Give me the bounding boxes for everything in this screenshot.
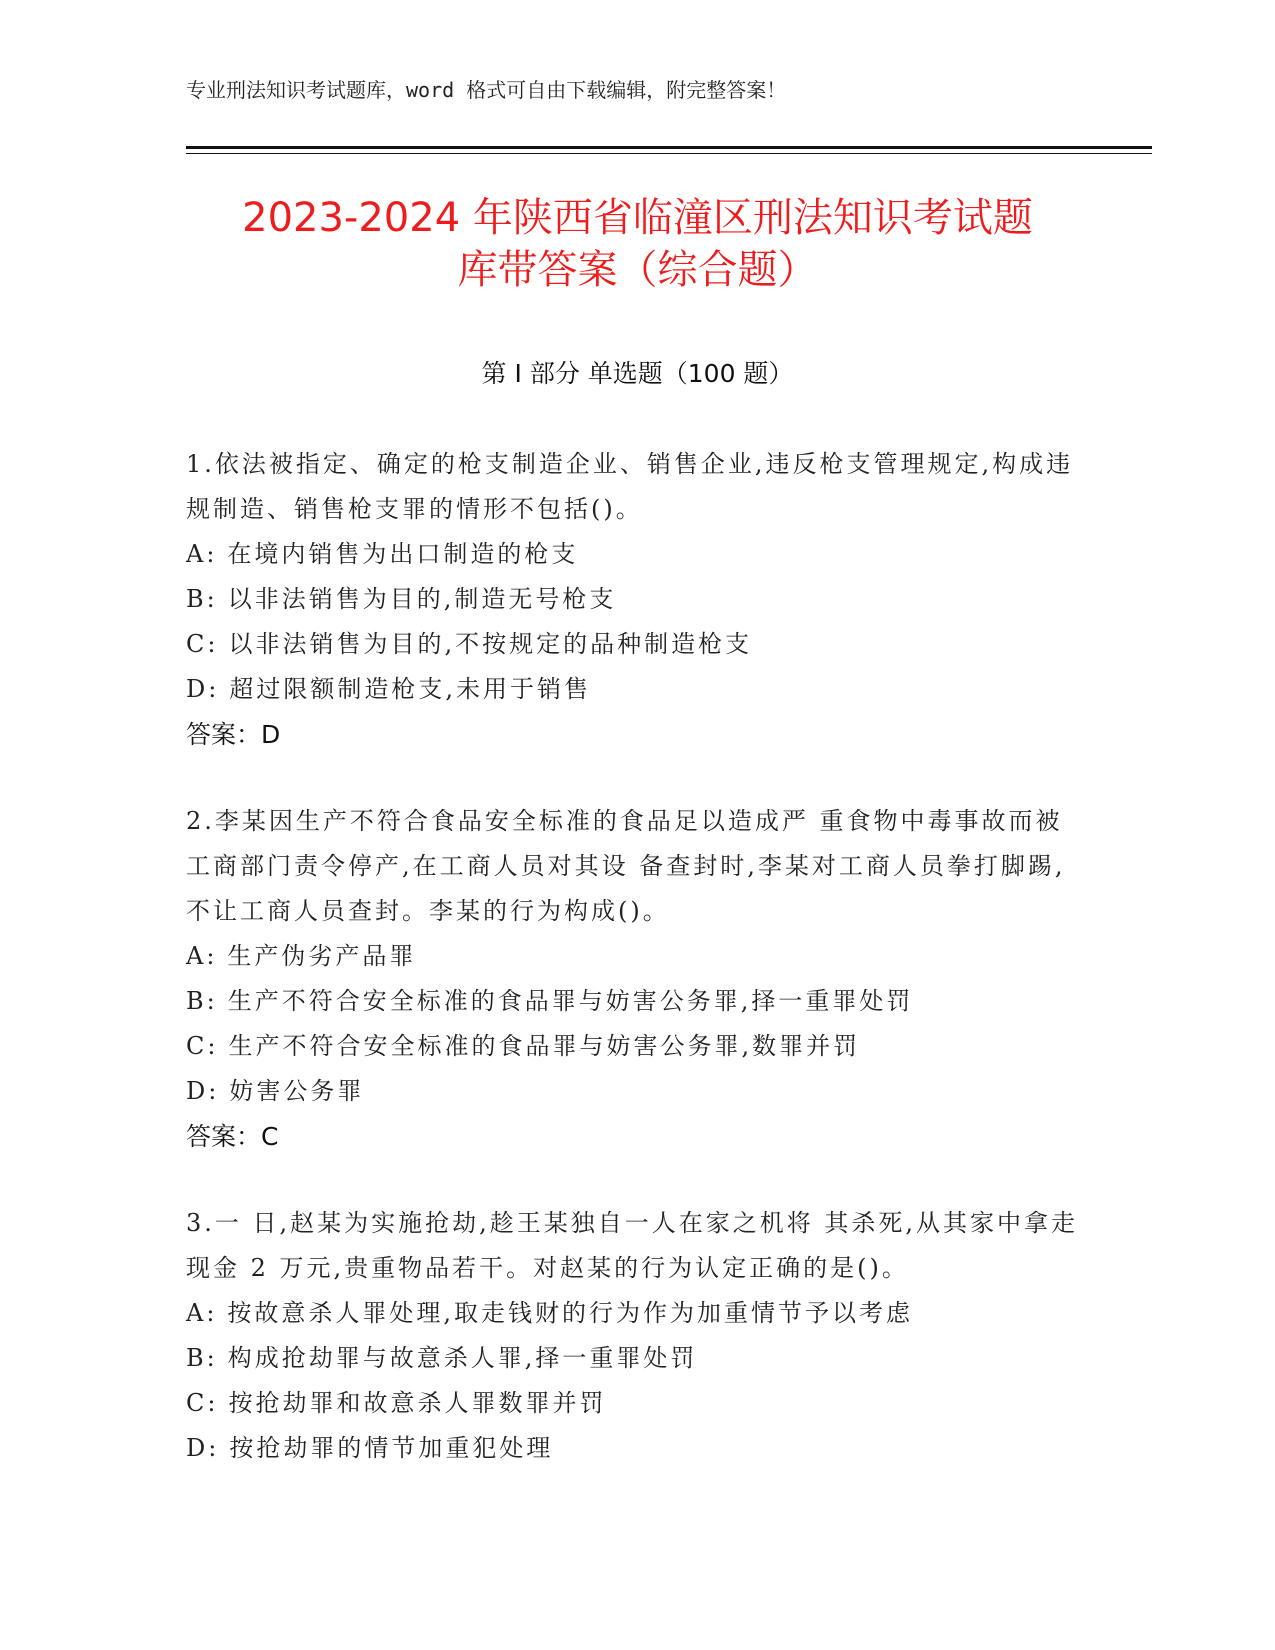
- option-letter: C:: [186, 1389, 219, 1417]
- option-letter: A:: [186, 540, 218, 568]
- option-letter: D:: [186, 675, 220, 703]
- question-2: [186, 799, 1086, 1159]
- option-text: 超过限额制造枪支,未用于销售: [229, 675, 591, 703]
- option-text: 生产不符合安全标准的食品罪与妨害公务罪,数罪并罚: [228, 1032, 861, 1060]
- option-text: 在境内销售为出口制造的枪支: [227, 540, 579, 568]
- option-c: [186, 1024, 1086, 1069]
- option-text: 妨害公务罪: [229, 1077, 365, 1105]
- option-d: [186, 1426, 1086, 1471]
- option-a: [186, 934, 1086, 979]
- option-letter: A:: [186, 1299, 218, 1327]
- option-text: 以非法销售为目的,不按规定的品种制造枪支: [228, 630, 753, 658]
- question-1: [186, 442, 1086, 757]
- title-line-1: 2023-2024 年陕西省临潼区刑法知识考试题: [242, 195, 1033, 241]
- option-c: [186, 622, 1086, 667]
- option-a: [186, 1291, 1086, 1336]
- option-b: [186, 1336, 1086, 1381]
- option-letter: D:: [186, 1077, 220, 1105]
- option-letter: D:: [186, 1434, 220, 1462]
- option-letter: B:: [186, 585, 218, 613]
- question-list: [186, 442, 1086, 1513]
- question-stem: 1.依法被指定、确定的枪支制造企业、销售企业,违反枪支管理规定,构成违规制造、销售枪支罪的情形不包括()。: [186, 450, 1074, 523]
- option-text: 按抢劫罪的情节加重犯处理: [229, 1434, 554, 1462]
- header-rule-thin: [186, 153, 1152, 154]
- question-3: [186, 1201, 1086, 1471]
- option-letter: C:: [186, 630, 219, 658]
- section-title: 第 I 部分 单选题（100 题）: [481, 359, 794, 388]
- option-b: [186, 577, 1086, 622]
- option-text: 以非法销售为目的,制造无号枪支: [227, 585, 617, 613]
- document-title: [120, 192, 1155, 296]
- option-c: [186, 1381, 1086, 1426]
- option-text: 生产伪劣产品罪: [227, 942, 417, 970]
- answer: 答案：C: [186, 1122, 279, 1151]
- option-d: [186, 1069, 1086, 1114]
- question-stem: 3.一 日,赵某为实施抢劫,趁王某独自一人在家之机将 其杀死,从其家中拿走现金 2 万元,贵重物品若干。对赵某的行为认定正确的是()。: [186, 1209, 1079, 1282]
- option-letter: B:: [186, 987, 218, 1015]
- title-line-2: 库带答案（综合题）: [457, 247, 818, 293]
- question-stem: 2.李某因生产不符合食品安全标准的食品足以造成严 重食物中毒事故而被工商部门责令停产,在工商人员对其设 备查封时,李某对工商人员拳打脚踢,不让工商人员查封。李某的行为构成()。: [186, 807, 1066, 925]
- option-d: [186, 667, 1086, 712]
- header-rule-thick: [186, 146, 1152, 149]
- option-text: 生产不符合安全标准的食品罪与妨害公务罪,择一重罪处罚: [227, 987, 914, 1015]
- option-letter: A:: [186, 942, 218, 970]
- option-text: 构成抢劫罪与故意杀人罪,择一重罪处罚: [227, 1344, 698, 1372]
- option-a: [186, 532, 1086, 577]
- option-text: 按故意杀人罪处理,取走钱财的行为作为加重情节予以考虑: [227, 1299, 914, 1327]
- option-letter: C:: [186, 1032, 219, 1060]
- option-text: 按抢劫罪和故意杀人罪数罪并罚: [228, 1389, 607, 1417]
- header-note: 专业刑法知识考试题库，word 格式可自由下载编辑，附完整答案！: [186, 78, 787, 102]
- option-letter: B:: [186, 1344, 218, 1372]
- option-b: [186, 979, 1086, 1024]
- answer: 答案：D: [186, 720, 281, 749]
